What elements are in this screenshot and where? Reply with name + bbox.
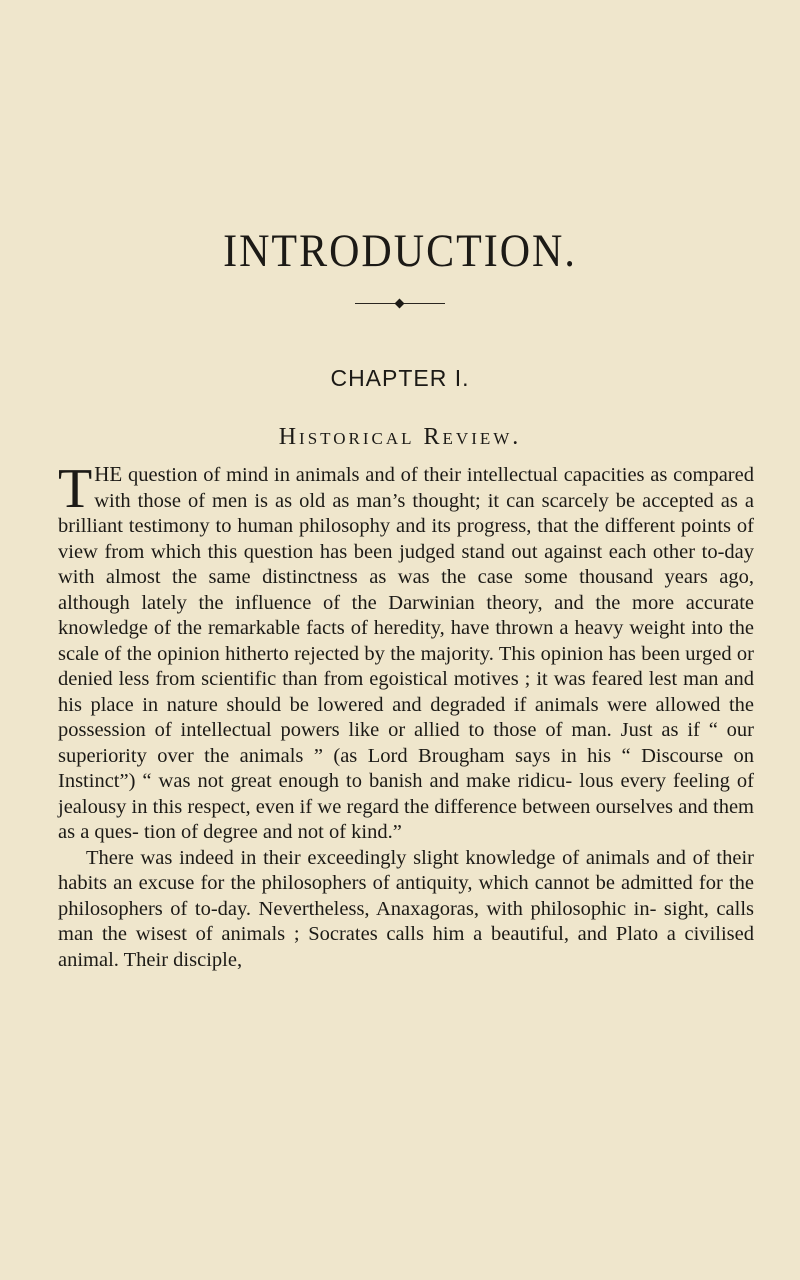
title-ornament [355, 298, 445, 310]
first-word-rest: HE [94, 462, 123, 486]
paragraph-2: There was indeed in their exceedingly slight knowledge of animals and of their habits an excuse for the philosophers of antiquity, which cannot be admitted for the philosophers of to-day. Nevertheless, Anaxagoras, with philosophic in- sight, calls man the wisest of animals ; Socrates calls him a beautiful, and Plato a civilised animal. Their disciple, [58, 846, 754, 971]
drop-cap: T [58, 458, 93, 520]
chapter-heading: CHAPTER I. [330, 365, 470, 391]
paragraph-1-text: question of mind in animals and of their intellectual capacities as compared with those of men is as old as man’s thought; it can scarcely be accepted as a brilliant testimony to human philosophy and its progress, that the different points of view from which this question has been judged stand out against each other to-day with almost the same distinctness as was the case some thousand years ago, although lately the influence of the Darwinian theory, and the more accurate knowledge of the remarkable facts of heredity, have thrown a heavy weight into the scale of the opinion hitherto rejected by the majority. This opinion has been urged or denied less from scientific than from egoistical motives ; it was feared lest man and his place in nature should be lowered and degraded if animals were allowed the possession of intellectual powers like or allied to those of man. Just as if “ our superiority over the animals ” (as Lord Brougham says in his “ Discourse on Instinct”) “ was not great enough to banish and make ridicu- lous every feeling of jealousy in this respect, even if we regard the difference between ourselves and them as a ques- tion of degree and not of kind.” [58, 464, 754, 843]
main-title: INTRODUCTION. [223, 225, 577, 278]
diamond-icon [395, 299, 405, 309]
body-text [58, 458, 754, 973]
section-heading: Historical Review. [278, 424, 522, 450]
paragraph-1 [58, 458, 754, 846]
